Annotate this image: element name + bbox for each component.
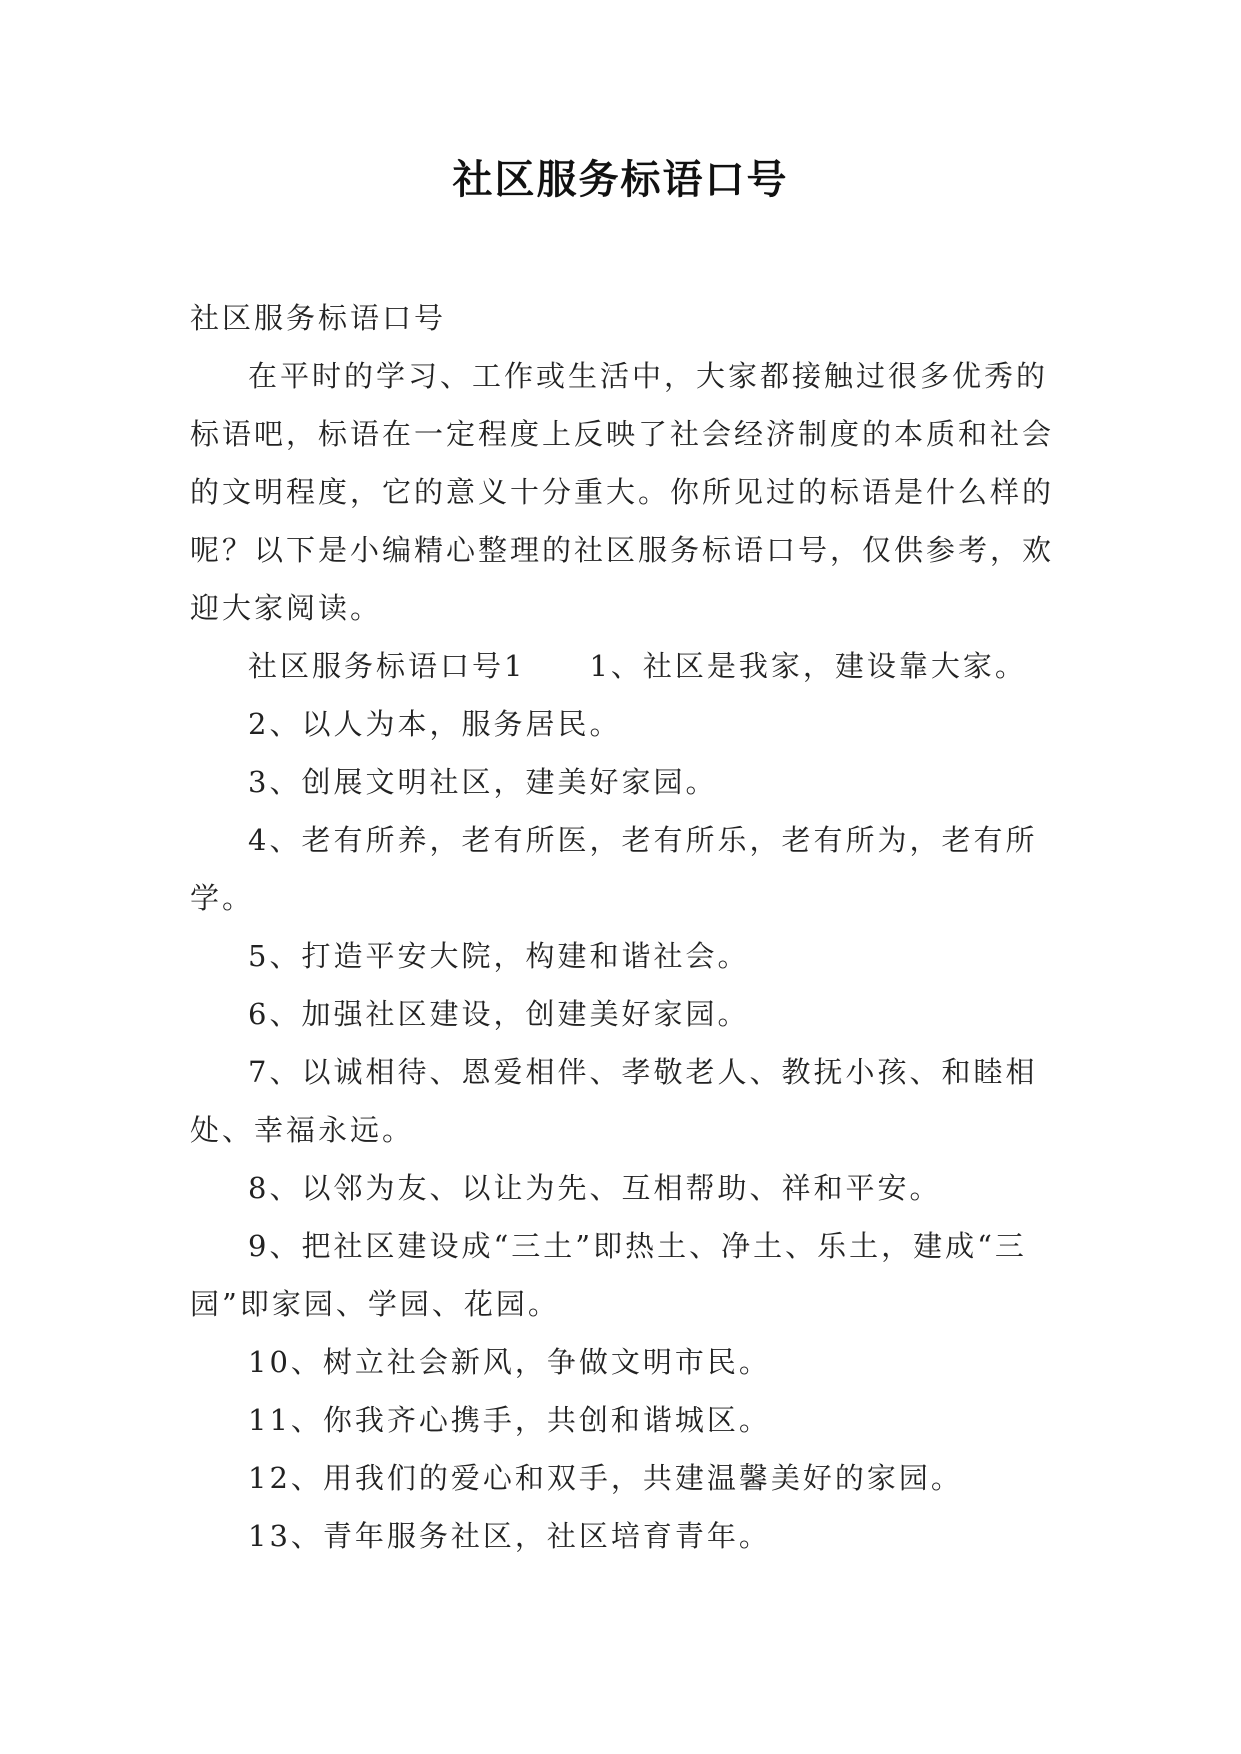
document-body bbox=[190, 289, 1060, 1565]
slogan-item: 4、老有所养，老有所医，老有所乐，老有所为，老有所学。 bbox=[190, 823, 1038, 915]
slogan-item: 6、加强社区建设，创建美好家园。 bbox=[248, 997, 750, 1031]
intro-paragraph: 在平时的学习、工作或生活中，大家都接触过很多优秀的标语吧，标语在一定程度上反映了社会经济制度的本质和社会的文明程度，它的意义十分重大。你所见过的标语是什么样的呢？以下是小编精心整理的社区服务标语口号，仅供参考，欢迎大家阅读。 bbox=[190, 359, 1055, 625]
slogan-item: 12、用我们的爱心和双手，共建温馨美好的家园。 bbox=[248, 1461, 963, 1495]
document-subtitle: 社区服务标语口号 bbox=[190, 301, 447, 335]
slogan-item: 11、你我齐心携手，共创和谐城区。 bbox=[248, 1403, 771, 1437]
document-title: 社区服务标语口号 bbox=[452, 157, 789, 203]
slogan-item: 8、以邻为友、以让为先、互相帮助、祥和平安。 bbox=[248, 1171, 942, 1205]
slogan-item: 13、青年服务社区，社区培育青年。 bbox=[248, 1519, 771, 1553]
slogan-item: 10、树立社会新风，争做文明市民。 bbox=[248, 1345, 771, 1379]
slogan-item: 3、创展文明社区，建美好家园。 bbox=[248, 765, 718, 799]
slogan-item: 2、以人为本，服务居民。 bbox=[248, 707, 622, 741]
slogan-item: 7、以诚相待、恩爱相伴、孝敬老人、教抚小孩、和睦相处、幸福永远。 bbox=[190, 1055, 1038, 1147]
slogan-item: 社区服务标语口号1 1、社区是我家，建设靠大家。 bbox=[248, 649, 1027, 683]
slogan-item: 5、打造平安大院，构建和谐社会。 bbox=[248, 939, 750, 973]
slogan-item: 9、把社区建设成“三土”即热土、净土、乐土，建成“三园”即家园、学园、花园。 bbox=[190, 1229, 1027, 1321]
